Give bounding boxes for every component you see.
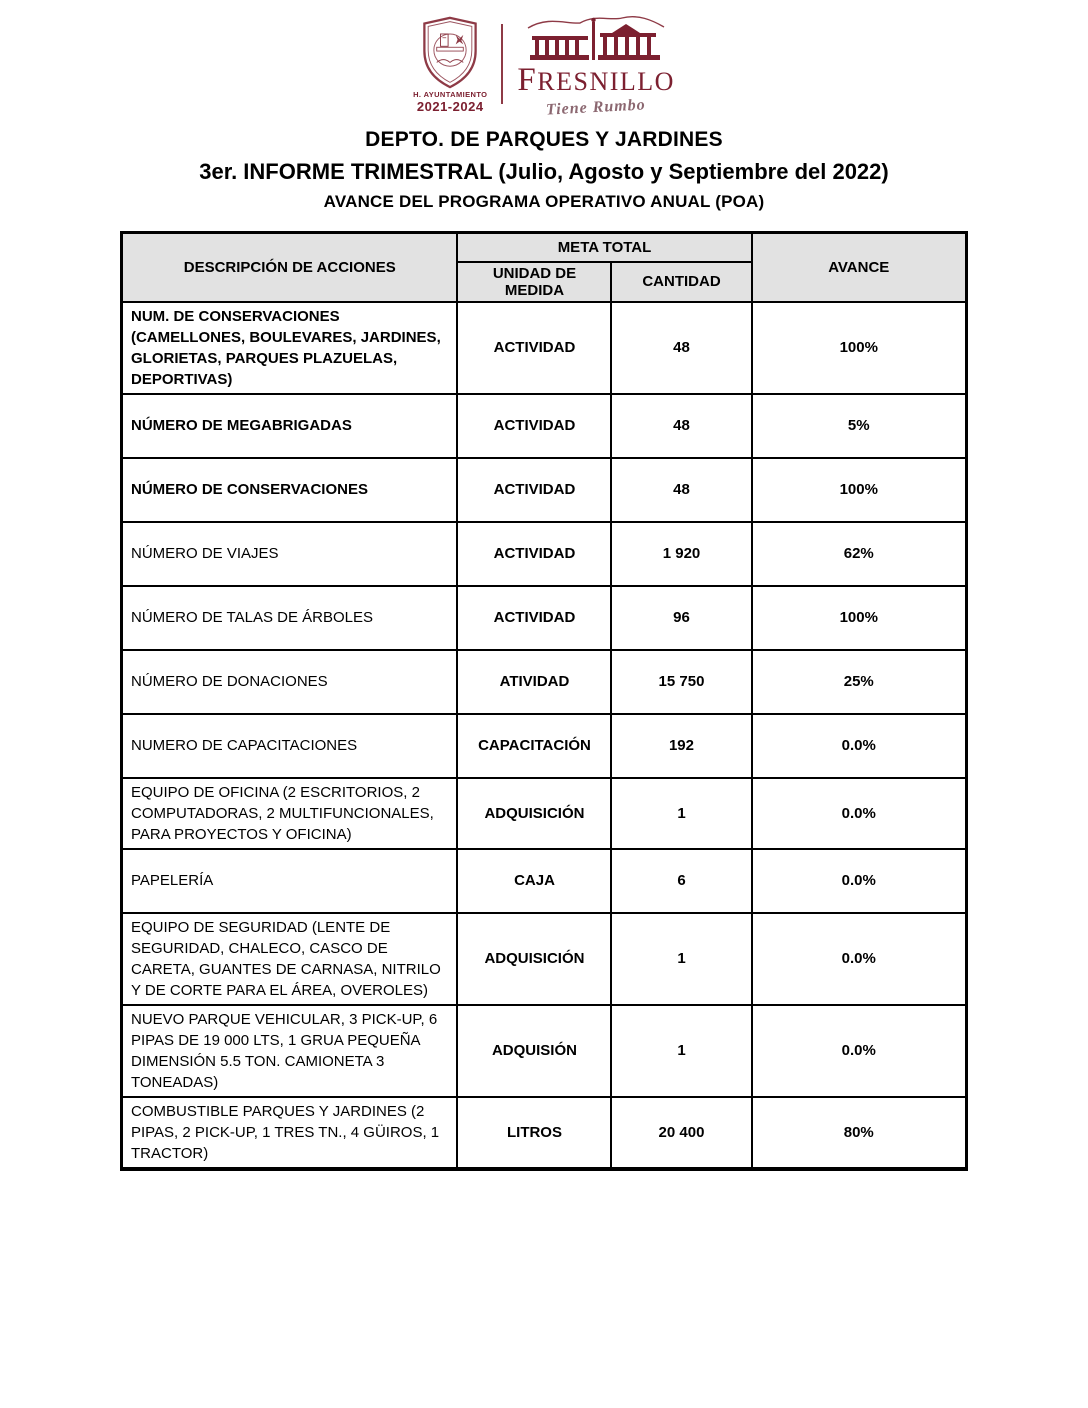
cell-cantidad: 48 xyxy=(611,394,751,458)
cell-descripcion: NUEVO PARQUE VEHICULAR, 3 PICK-UP, 6 PIPAS DE 19 000 LTS, 1 GRUA PEQUEÑA DIMENSIÓN 5.5 TON. CAMIONETA 3 TONEADAS) xyxy=(121,1005,457,1097)
table-row xyxy=(121,849,966,913)
cell-cantidad: 15 750 xyxy=(611,650,751,714)
table-row xyxy=(121,714,966,778)
cell-avance: 62% xyxy=(752,522,967,586)
cell-avance: 25% xyxy=(752,650,967,714)
col-header-unidad-de-medida: UNIDAD DE MEDIDA xyxy=(457,262,611,302)
cell-cantidad: 1 xyxy=(611,1005,751,1097)
report-period-title: 3er. INFORME TRIMESTRAL (Julio, Agosto y Septiembre del 2022) xyxy=(199,159,889,184)
cell-unidad-de-medida: CAJA xyxy=(457,849,611,913)
fresnillo-wordmark-text: FRESNILLO xyxy=(517,61,675,98)
poa-table xyxy=(120,231,968,1171)
cell-cantidad: 48 xyxy=(611,458,751,522)
cell-cantidad: 1 xyxy=(611,913,751,1005)
col-header-cantidad: CANTIDAD xyxy=(611,262,751,302)
cell-unidad-de-medida: ATIVIDAD xyxy=(457,650,611,714)
table-row xyxy=(121,1005,966,1097)
cell-descripcion: NUM. DE CONSERVACIONES (CAMELLONES, BOULEVARES, JARDINES, GLORIETAS, PARQUES PLAZUELAS, DEPORTIVAS) xyxy=(121,302,457,394)
table-row xyxy=(121,1097,966,1169)
cell-avance: 5% xyxy=(752,394,967,458)
cell-cantidad: 20 400 xyxy=(611,1097,751,1169)
table-row xyxy=(121,650,966,714)
kiosk-icon xyxy=(525,12,667,62)
cell-cantidad: 1 xyxy=(611,778,751,849)
cell-avance: 0.0% xyxy=(752,849,967,913)
cell-cantidad: 192 xyxy=(611,714,751,778)
cell-avance: 0.0% xyxy=(752,778,967,849)
department-title: DEPTO. DE PARQUES Y JARDINES xyxy=(365,128,723,151)
cell-cantidad: 6 xyxy=(611,849,751,913)
cell-unidad-de-medida: ACTIVIDAD xyxy=(457,302,611,394)
cell-avance: 80% xyxy=(752,1097,967,1169)
poa-subtitle: AVANCE DEL PROGRAMA OPERATIVO ANUAL (POA) xyxy=(323,192,765,211)
cell-avance: 100% xyxy=(752,458,967,522)
cell-descripcion: COMBUSTIBLE PARQUES Y JARDINES (2 PIPAS, 2 PICK-UP, 1 TRES TN., 4 GÜIROS, 1 TRACTOR) xyxy=(121,1097,457,1169)
cell-avance: 0.0% xyxy=(752,714,967,778)
cell-unidad-de-medida: CAPACITACIÓN xyxy=(457,714,611,778)
cell-descripcion: EQUIPO DE SEGURIDAD (LENTE DE SEGURIDAD, CHALECO, CASCO DE CARETA, GUANTES DE CARNASA, NITRILO Y DE CORTE PARA EL ÁREA, OVEROLES) xyxy=(121,913,457,1005)
table-row xyxy=(121,302,966,394)
municipal-crest xyxy=(413,15,487,114)
cell-unidad-de-medida: ACTIVIDAD xyxy=(457,458,611,522)
cell-avance: 100% xyxy=(752,586,967,650)
table-row xyxy=(121,778,966,849)
crest-shield-icon xyxy=(419,15,481,89)
col-header-descripcion: DESCRIPCIÓN DE ACCIONES xyxy=(121,233,457,302)
table-row xyxy=(121,522,966,586)
cell-descripcion: NÚMERO DE VIAJES xyxy=(121,522,457,586)
tagline-text: Tiene Rumbo xyxy=(545,95,647,119)
cell-descripcion: EQUIPO DE OFICINA (2 ESCRITORIOS, 2 COMPUTADORAS, 2 MULTIFUNCIONALES, PARA PROYECTOS Y OFICINA) xyxy=(121,778,457,849)
cell-cantidad: 96 xyxy=(611,586,751,650)
cell-avance: 100% xyxy=(752,302,967,394)
table-row xyxy=(121,913,966,1005)
cell-descripcion: NÚMERO DE MEGABRIGADAS xyxy=(121,394,457,458)
table-row xyxy=(121,586,966,650)
cell-descripcion: NÚMERO DE CONSERVACIONES xyxy=(121,458,457,522)
cell-unidad-de-medida: ADQUISICIÓN xyxy=(457,913,611,1005)
cell-unidad-de-medida: LITROS xyxy=(457,1097,611,1169)
cell-avance: 0.0% xyxy=(752,913,967,1005)
cell-cantidad: 1 920 xyxy=(611,522,751,586)
col-header-meta-total: META TOTAL xyxy=(457,233,751,262)
cell-descripcion: NUMERO DE CAPACITACIONES xyxy=(121,714,457,778)
cell-unidad-de-medida: ACTIVIDAD xyxy=(457,394,611,458)
col-header-avance: AVANCE xyxy=(752,233,967,302)
cell-descripcion: PAPELERÍA xyxy=(121,849,457,913)
fresnillo-wordmark xyxy=(517,12,675,117)
cell-descripcion: NÚMERO DE DONACIONES xyxy=(121,650,457,714)
cell-unidad-de-medida: ACTIVIDAD xyxy=(457,586,611,650)
cell-descripcion: NÚMERO DE TALAS DE ÁRBOLES xyxy=(121,586,457,650)
header-logo xyxy=(0,14,1088,119)
crest-period-label: 2021-2024 xyxy=(416,98,484,114)
cell-unidad-de-medida: ADQUISIÓN xyxy=(457,1005,611,1097)
table-row xyxy=(121,458,966,522)
cell-unidad-de-medida: ADQUISICIÓN xyxy=(457,778,611,849)
crest-ayuntamiento-label: H. AYUNTAMIENTO xyxy=(413,89,488,99)
cell-cantidad: 48 xyxy=(611,302,751,394)
cell-unidad-de-medida: ACTIVIDAD xyxy=(457,522,611,586)
logo-divider xyxy=(501,24,503,104)
table-row xyxy=(121,394,966,458)
cell-avance: 0.0% xyxy=(752,1005,967,1097)
report-titles xyxy=(0,128,1088,212)
